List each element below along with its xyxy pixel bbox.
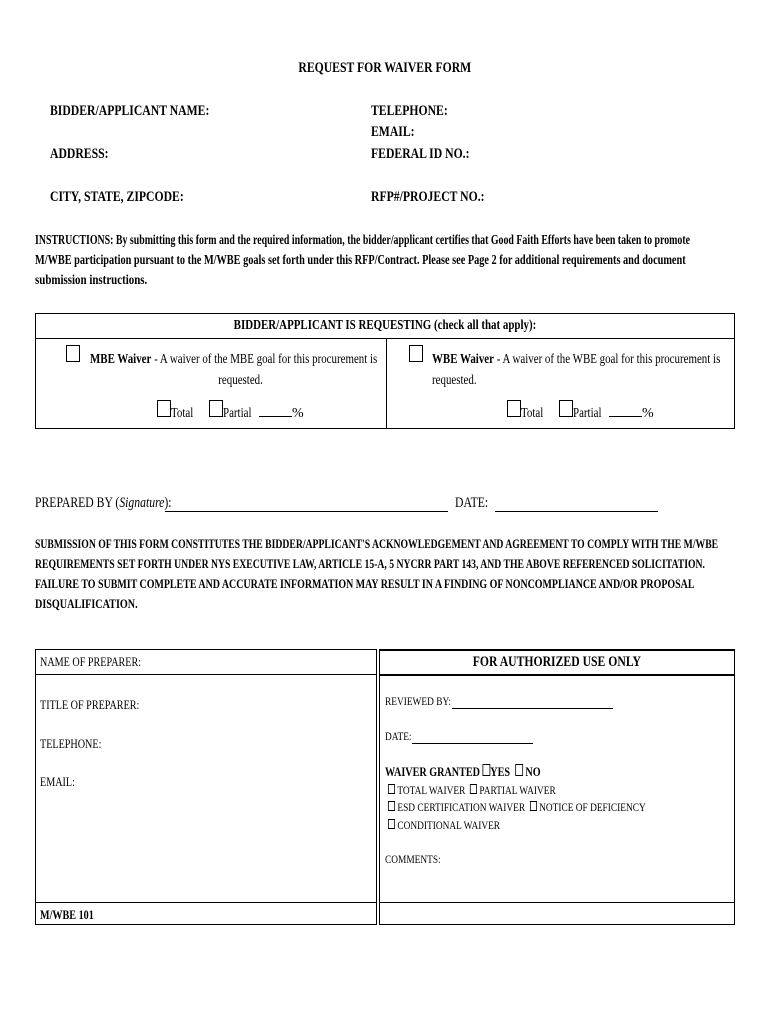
wbe-waiver-title: WBE Waiver <box>432 352 494 367</box>
esd-waiver-label: ESD CERTIFICATION WAIVER <box>397 800 526 814</box>
prepared-by-label: PREPARED BY (Signature): <box>35 495 172 511</box>
total-waiver-label: TOTAL WAIVER <box>397 783 466 797</box>
mbe-waiver-title: MBE Waiver <box>90 352 152 367</box>
wbe-waiver-text <box>432 352 770 368</box>
wbe-total-checkbox[interactable] <box>507 400 521 417</box>
waiver-granted-label: WAIVER GRANTED <box>385 764 480 779</box>
authorized-date-field[interactable] <box>412 729 533 744</box>
conditional-waiver-label: CONDITIONAL WAIVER <box>397 818 501 832</box>
wbe-waiver-desc: - A waiver of the WBE goal for this procurement is <box>493 352 721 367</box>
wbe-options <box>507 400 654 422</box>
authorized-use-header: FOR AUTHORIZED USE ONLY <box>472 654 642 670</box>
preparer-name-label: NAME OF PREPARER: <box>40 654 142 669</box>
preparer-telephone-label: TELEPHONE: <box>40 736 102 751</box>
telephone-label: TELEPHONE: <box>371 103 448 119</box>
prepared-date-field[interactable] <box>495 495 658 512</box>
notice-deficiency-label: NOTICE OF DEFICIENCY <box>539 800 646 814</box>
mbe-partial-checkbox[interactable] <box>209 400 223 417</box>
address-label: ADDRESS: <box>50 146 109 162</box>
waiver-granted-row <box>385 764 585 780</box>
mbe-requested: requested. <box>218 373 264 388</box>
wbe-partial-checkbox[interactable] <box>559 400 573 417</box>
mbe-partial-label: Partial <box>223 406 252 421</box>
no-label: NO <box>525 764 541 779</box>
notice-deficiency-checkbox[interactable] <box>530 801 537 811</box>
city-state-zip-label: CITY, STATE, ZIPCODE: <box>50 189 184 205</box>
mbe-waiver-checkbox[interactable] <box>66 345 80 362</box>
wbe-partial-percent-field[interactable] <box>609 416 642 417</box>
mbe-options <box>157 400 304 422</box>
authorized-date-label: DATE: <box>385 729 412 743</box>
bidder-name-label: BIDDER/APPLICANT NAME: <box>50 103 210 119</box>
wbe-percent-sign: % <box>642 406 654 421</box>
yes-checkbox[interactable] <box>482 764 490 776</box>
reviewed-by-field[interactable] <box>452 694 613 709</box>
yes-label: YES <box>490 764 511 779</box>
mbe-waiver-text <box>90 352 458 368</box>
wbe-waiver-checkbox[interactable] <box>409 345 423 362</box>
preparer-email-label: EMAIL: <box>40 774 75 789</box>
waiver-type-row-3 <box>388 818 532 833</box>
waiver-type-row-1 <box>388 783 603 798</box>
total-waiver-checkbox[interactable] <box>388 784 395 794</box>
preparer-title-label: TITLE OF PREPARER: <box>40 697 140 712</box>
comments-label: COMMENTS: <box>385 852 441 866</box>
mbe-total-checkbox[interactable] <box>157 400 171 417</box>
preparer-table <box>35 649 377 925</box>
signature-field[interactable] <box>165 495 448 512</box>
reviewed-by-label: REVIEWED BY: <box>385 694 451 708</box>
request-table-header: BIDDER/APPLICANT IS REQUESTING (check all that apply): <box>233 318 537 333</box>
mbe-partial-percent-field[interactable] <box>259 416 292 417</box>
conditional-waiver-checkbox[interactable] <box>388 819 395 829</box>
wbe-partial-label: Partial <box>573 406 602 421</box>
mbe-total-label: Total <box>171 406 194 421</box>
federal-id-label: FEDERAL ID NO.: <box>371 146 470 162</box>
rfp-project-label: RFP#/PROJECT NO.: <box>371 189 485 205</box>
partial-waiver-label: PARTIAL WAIVER <box>479 783 556 797</box>
acknowledgement: SUBMISSION OF THIS FORM CONSTITUTES THE BIDDER/APPLICANT'S ACKNOWLEDGEMENT AND AGREEMENT TO COMPLY WITH THE M/WBE REQUIREMENTS SET FORTH UNDER NYS EXECUTIVE LAW, ARTICLE 15-A, 5 NYCRR PART 143, AND THE ABOVE REFERENCED SOLICITATION. FAILURE TO SUBMIT COMPLETE AND ACCURATE INFORMATION MAY RESULT IN A FINDING OF NONCOMPLIANCE AND/OR PROPOSAL DISQUALIFICATION. <box>35 536 719 611</box>
waiver-type-row-2 <box>388 800 718 815</box>
esd-waiver-checkbox[interactable] <box>388 801 395 811</box>
no-checkbox[interactable] <box>515 764 523 776</box>
mbe-waiver-desc: - A waiver of the MBE goal for this procurement is <box>151 352 378 367</box>
prepared-date-label: DATE: <box>455 495 489 511</box>
wbe-requested: requested. <box>432 373 477 388</box>
partial-waiver-checkbox[interactable] <box>470 784 477 794</box>
form-title: REQUEST FOR WAIVER FORM <box>298 60 472 76</box>
mbe-percent-sign: % <box>292 406 304 421</box>
wbe-total-label: Total <box>521 406 544 421</box>
instructions: INSTRUCTIONS: By submitting this form and the required information, the bidder/applicant certifies that Good Faith Efforts have been taken to promote M/WBE participation pursuant to the M/WBE goals set forth under this RFP/Contract. Please see Page 2 for additional requirements and document submission instructions. <box>35 233 691 288</box>
email-label: EMAIL: <box>371 124 415 140</box>
form-code: M/WBE 101 <box>40 907 94 922</box>
